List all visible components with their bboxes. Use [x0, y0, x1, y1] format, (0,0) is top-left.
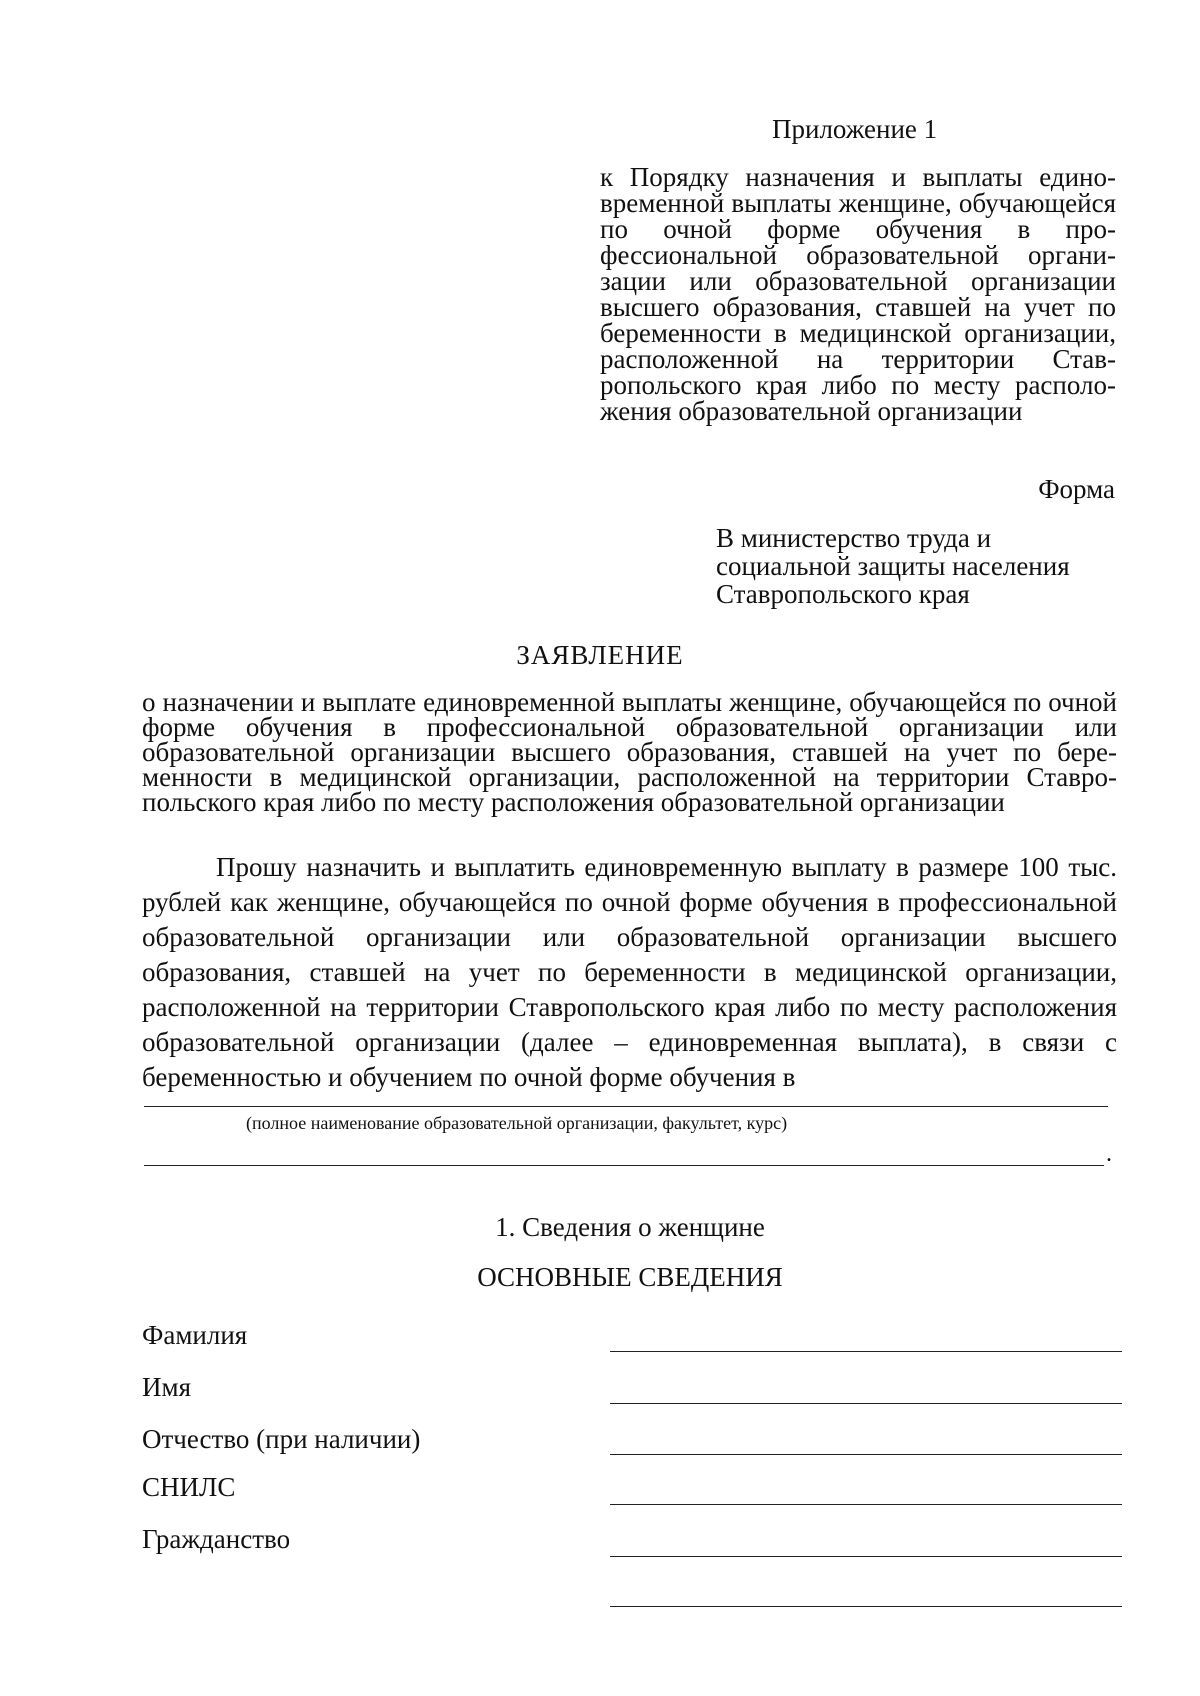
document-title: ЗАЯВЛЕНИЕ [516, 640, 684, 670]
citizenship-label: Гражданство [142, 1524, 291, 1554]
addressee-line: Ставропольского края [716, 579, 970, 609]
line-end-dot: . [1106, 1141, 1112, 1167]
addressee [716, 524, 1136, 608]
patronymic-field[interactable] [610, 1454, 1122, 1455]
name-label: Имя [142, 1372, 192, 1402]
surname-field[interactable] [610, 1351, 1122, 1352]
addressee-line: В министерство труда и [716, 523, 992, 553]
surname-label: Фамилия [142, 1320, 248, 1350]
statement-body: Прошу назначить и выплатить единовременную выплату в размере 100 тыс. рублей как женщине, обучающейся по очной форме обучения в профессиональной образовательной организации или образовательной организации высшего образования, ставшей на учет по беременности в медицинской организации, расположенной на территории Ставропольского края либо по месту расположения образовательной организации (далее – единовременная выплата), в связи с беременностью и обучением по очной форме обучения в [142, 852, 1117, 1092]
organization-name-line[interactable] [144, 1106, 1108, 1107]
snils-label: СНИЛС [142, 1472, 236, 1502]
statement-subject: о назначении и выплате единовременной выплаты женщине, обучающейся по очной форме обучения в профессиональной образовательной организации или образовательной организации высшего образования, ставшей на учет по беременности в медицинской организации, расположенной на территории Ставропольского края либо по месту расположения образовательной организации [142, 687, 1117, 817]
organization-line-caption: (полное наименование образовательной организации, факультет, курс) [246, 1113, 788, 1133]
citizenship-field-extra-line[interactable] [610, 1606, 1122, 1607]
section-subtitle: ОСНОВНЫЕ СВЕДЕНИЯ [477, 1262, 783, 1292]
addressee-line: социальной защиты населения [716, 551, 1070, 581]
snils-field[interactable] [610, 1504, 1122, 1505]
citizenship-field[interactable] [610, 1556, 1122, 1557]
name-field[interactable] [610, 1403, 1122, 1404]
appendix-title: Приложение 1 [772, 114, 938, 144]
form-label: Форма [1038, 474, 1115, 504]
section-title: 1. Сведения о женщине [495, 1212, 765, 1242]
patronymic-label: Отчество (при наличии) [142, 1424, 421, 1454]
organization-name-line-continued[interactable] [144, 1165, 1104, 1166]
appendix-text: к Порядку назначения и выплаты единовременной выплаты женщине, обучающейся по очной форме обучения в профессиональной образовательной организации или образовательной организации высшего образования, ставшей на учет по беременности в медицинской организации, расположенной на территории Ставропольского края либо по месту расположения образовательной организации [600, 162, 1116, 426]
